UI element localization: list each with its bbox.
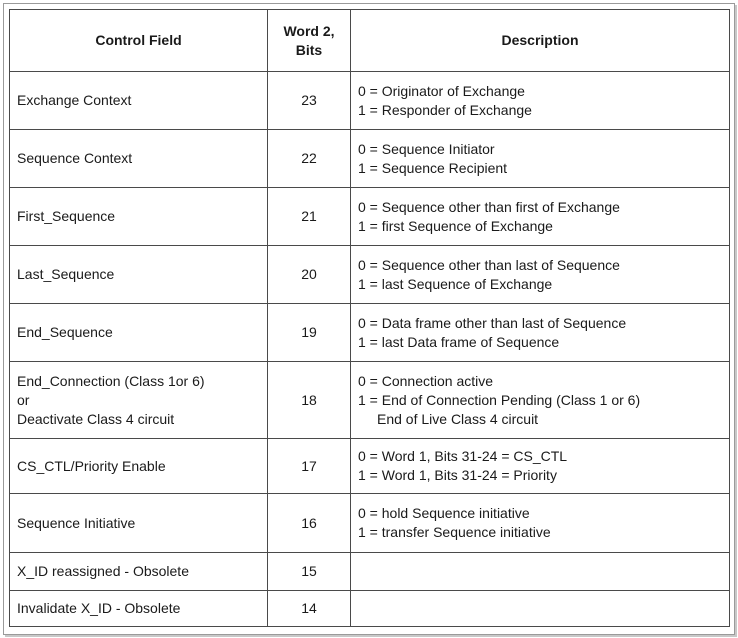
description-line: 1 = Word 1, Bits 31-24 = Priority [358, 467, 557, 483]
description-line: 1 = transfer Sequence initiative [358, 524, 551, 540]
bits-cell: 14 [268, 591, 351, 627]
bits-cell: 23 [268, 72, 351, 130]
table-row [10, 362, 730, 439]
field-text: or [17, 391, 30, 408]
description-line: 1 = End of Connection Pending (Class 1 or 6) [358, 391, 641, 408]
header-row [10, 10, 730, 72]
field-text: Exchange Context [17, 92, 132, 108]
description-cell [351, 591, 730, 627]
description-line: 0 = Originator of Exchange [358, 82, 525, 99]
field-text: Last_Sequence [17, 266, 115, 282]
field-cell [10, 304, 268, 362]
table-row [10, 72, 730, 130]
table-row [10, 188, 730, 246]
header-bits-line2: Bits [295, 41, 323, 58]
table-row [10, 130, 730, 188]
description-line: 1 = last Data frame of Sequence [358, 333, 560, 350]
table-row [10, 439, 730, 494]
field-cell [10, 591, 268, 627]
field-cell [10, 362, 268, 439]
description-cell [351, 553, 730, 591]
description-line: End of Live Class 4 circuit [377, 410, 539, 427]
bits-cell: 15 [268, 553, 351, 591]
field-cell [10, 188, 268, 246]
field-text: CS_CTL/Priority Enable [17, 457, 166, 474]
description-line: 1 = Sequence Recipient [358, 159, 508, 176]
header-bits-line1: Word 2, [283, 22, 335, 39]
field-text: End_Connection (Class 1or 6) [17, 372, 205, 389]
table-row [10, 553, 730, 591]
description-line: 0 = Word 1, Bits 31-24 = CS_CTL [358, 448, 568, 464]
control-field-table [9, 9, 730, 627]
field-text: End_Sequence [17, 324, 113, 340]
table-row [10, 304, 730, 362]
description-line: 0 = Sequence other than last of Sequence [358, 256, 620, 273]
description-cell [351, 304, 730, 362]
description-line: 0 = Sequence other than first of Exchange [358, 198, 620, 215]
description-cell [351, 72, 730, 130]
field-cell [10, 72, 268, 130]
table-row [10, 591, 730, 627]
description-cell [351, 188, 730, 246]
header-word-bits [268, 10, 351, 72]
field-text: First_Sequence [17, 208, 116, 224]
field-text: Sequence Context [17, 150, 133, 166]
field-text: Sequence Initiative [17, 514, 136, 531]
field-cell [10, 439, 268, 494]
description-line: 1 = last Sequence of Exchange [358, 275, 553, 292]
description-line: 0 = Connection active [358, 372, 494, 389]
description-line: 0 = Sequence Initiator [358, 140, 495, 157]
description-line: 1 = first Sequence of Exchange [358, 217, 553, 234]
description-cell [351, 246, 730, 304]
field-cell [10, 494, 268, 553]
field-text: X_ID reassigned - Obsolete [17, 563, 189, 579]
field-cell [10, 246, 268, 304]
field-cell [10, 130, 268, 188]
description-cell [351, 439, 730, 494]
bits-cell: 21 [268, 188, 351, 246]
header-control-field: Control Field [10, 10, 268, 72]
description-cell [351, 362, 730, 439]
bits-cell: 22 [268, 130, 351, 188]
bits-cell: 16 [268, 494, 351, 553]
bits-cell: 17 [268, 439, 351, 494]
bits-cell: 19 [268, 304, 351, 362]
description-line: 1 = Responder of Exchange [358, 101, 532, 118]
bits-cell: 18 [268, 362, 351, 439]
description-line: 0 = hold Sequence initiative [358, 505, 530, 521]
table-row [10, 246, 730, 304]
header-description: Description [351, 10, 730, 72]
bits-cell: 20 [268, 246, 351, 304]
description-line: 0 = Data frame other than last of Sequence [358, 314, 627, 331]
field-cell [10, 553, 268, 591]
description-cell [351, 130, 730, 188]
description-cell [351, 494, 730, 553]
field-text: Invalidate X_ID - Obsolete [17, 600, 181, 616]
field-text: Deactivate Class 4 circuit [17, 410, 175, 427]
table-row [10, 494, 730, 553]
